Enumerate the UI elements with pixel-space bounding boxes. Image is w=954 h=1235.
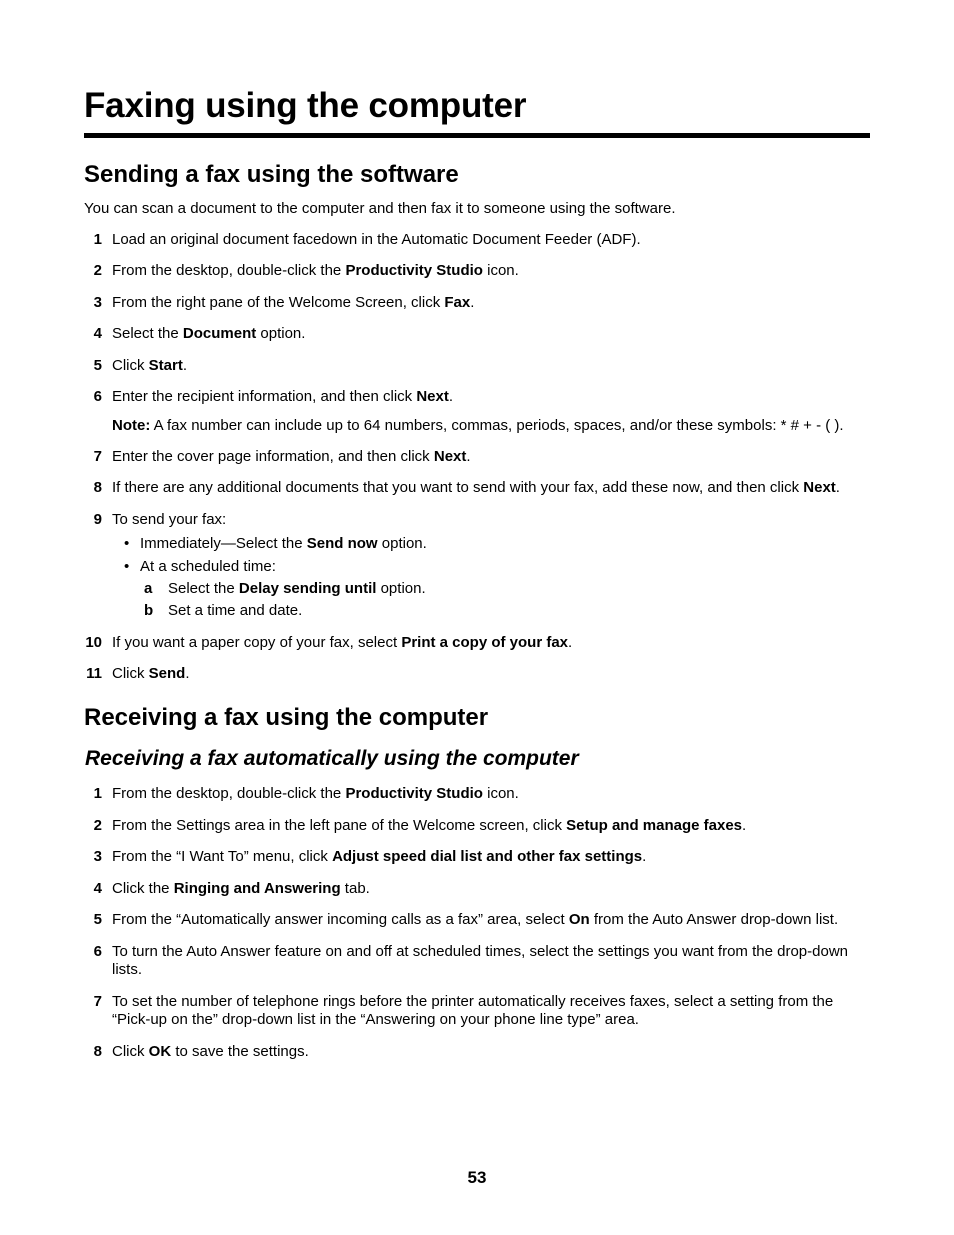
step-number: 9	[93, 511, 102, 528]
step-number: 7	[93, 448, 102, 465]
step-text: Click Send.	[112, 665, 190, 682]
step-number: 4	[93, 325, 102, 342]
step-text: Select the Document option.	[112, 325, 306, 342]
step-text: To send your fax:	[112, 511, 227, 528]
bullet-icon: •	[124, 558, 130, 575]
step-text: Load an original document facedown in the Automatic Document Feeder (ADF).	[112, 231, 641, 248]
fax-number-note: Note: A fax number can include up to 64 numbers, commas, periods, spaces, and/or these symbols: * # + - ( ).	[112, 417, 844, 434]
step-number: 8	[93, 479, 102, 496]
step-text: Click OK to save the settings.	[112, 1043, 309, 1060]
substep-letter: b	[144, 602, 154, 619]
step-text: To turn the Auto Answer feature on and off at scheduled times, select the settings you want from the drop-down lists.	[112, 943, 848, 978]
substep-letter: a	[144, 580, 153, 597]
step-text: From the “Automatically answer incoming calls as a fax” area, select On from the Auto Answer drop-down list.	[112, 911, 839, 928]
step-text: If you want a paper copy of your fax, select Print a copy of your fax.	[112, 634, 573, 651]
bullet-text: At a scheduled time:	[140, 558, 276, 575]
bullet-text: Immediately—Select the Send now option.	[140, 535, 427, 552]
step-number: 2	[93, 262, 102, 279]
step-number: 3	[93, 848, 102, 865]
section-intro: You can scan a document to the computer and then fax it to someone using the software.	[84, 200, 676, 217]
step-number: 3	[93, 294, 102, 311]
step-number: 4	[93, 880, 102, 897]
step-text: Enter the recipient information, and then click Next.	[112, 388, 454, 405]
page-number: 53	[467, 1168, 487, 1187]
step-text: From the Settings area in the left pane of the Welcome screen, click Setup and manage faxes.	[112, 817, 747, 834]
step-number: 1	[93, 231, 102, 248]
substep-text: Select the Delay sending until option.	[168, 580, 426, 597]
step-number: 5	[93, 357, 102, 374]
step-number: 2	[93, 817, 102, 834]
page-title: Faxing using the computer	[84, 86, 527, 125]
step-number: 6	[93, 943, 102, 960]
substep-text: Set a time and date.	[168, 602, 303, 619]
step-text: To set the number of telephone rings before the printer automatically receives faxes, select a setting from the “Pick-up on the” drop-down list in the “Answering on your phone line type” area.	[112, 993, 834, 1028]
step-text: From the desktop, double-click the Productivity Studio icon.	[112, 262, 519, 279]
step-number: 8	[93, 1043, 102, 1060]
step-number: 10	[85, 634, 102, 651]
step-text: Click the Ringing and Answering tab.	[112, 880, 370, 897]
subsection-heading: Receiving a fax automatically using the computer	[85, 747, 579, 770]
step-number: 1	[93, 785, 102, 802]
step-text: From the desktop, double-click the Productivity Studio icon.	[112, 785, 519, 802]
bullet-icon: •	[124, 535, 130, 552]
section-heading-receiving: Receiving a fax using the computer	[84, 704, 489, 731]
step-text: If there are any additional documents that you want to send with your fax, add these now, and then click Next.	[112, 479, 840, 496]
title-rule	[84, 133, 870, 138]
step-number: 5	[93, 911, 102, 928]
step-number: 11	[86, 665, 102, 682]
step-text: Click Start.	[112, 357, 188, 374]
step-text: From the right pane of the Welcome Screen, click Fax.	[112, 294, 475, 311]
step-text: From the “I Want To” menu, click Adjust speed dial list and other fax settings.	[112, 848, 647, 865]
step-text: Enter the cover page information, and then click Next.	[112, 448, 471, 465]
section-heading-sending: Sending a fax using the software	[84, 161, 459, 188]
step-number: 6	[93, 388, 102, 405]
step-number: 7	[93, 993, 102, 1010]
